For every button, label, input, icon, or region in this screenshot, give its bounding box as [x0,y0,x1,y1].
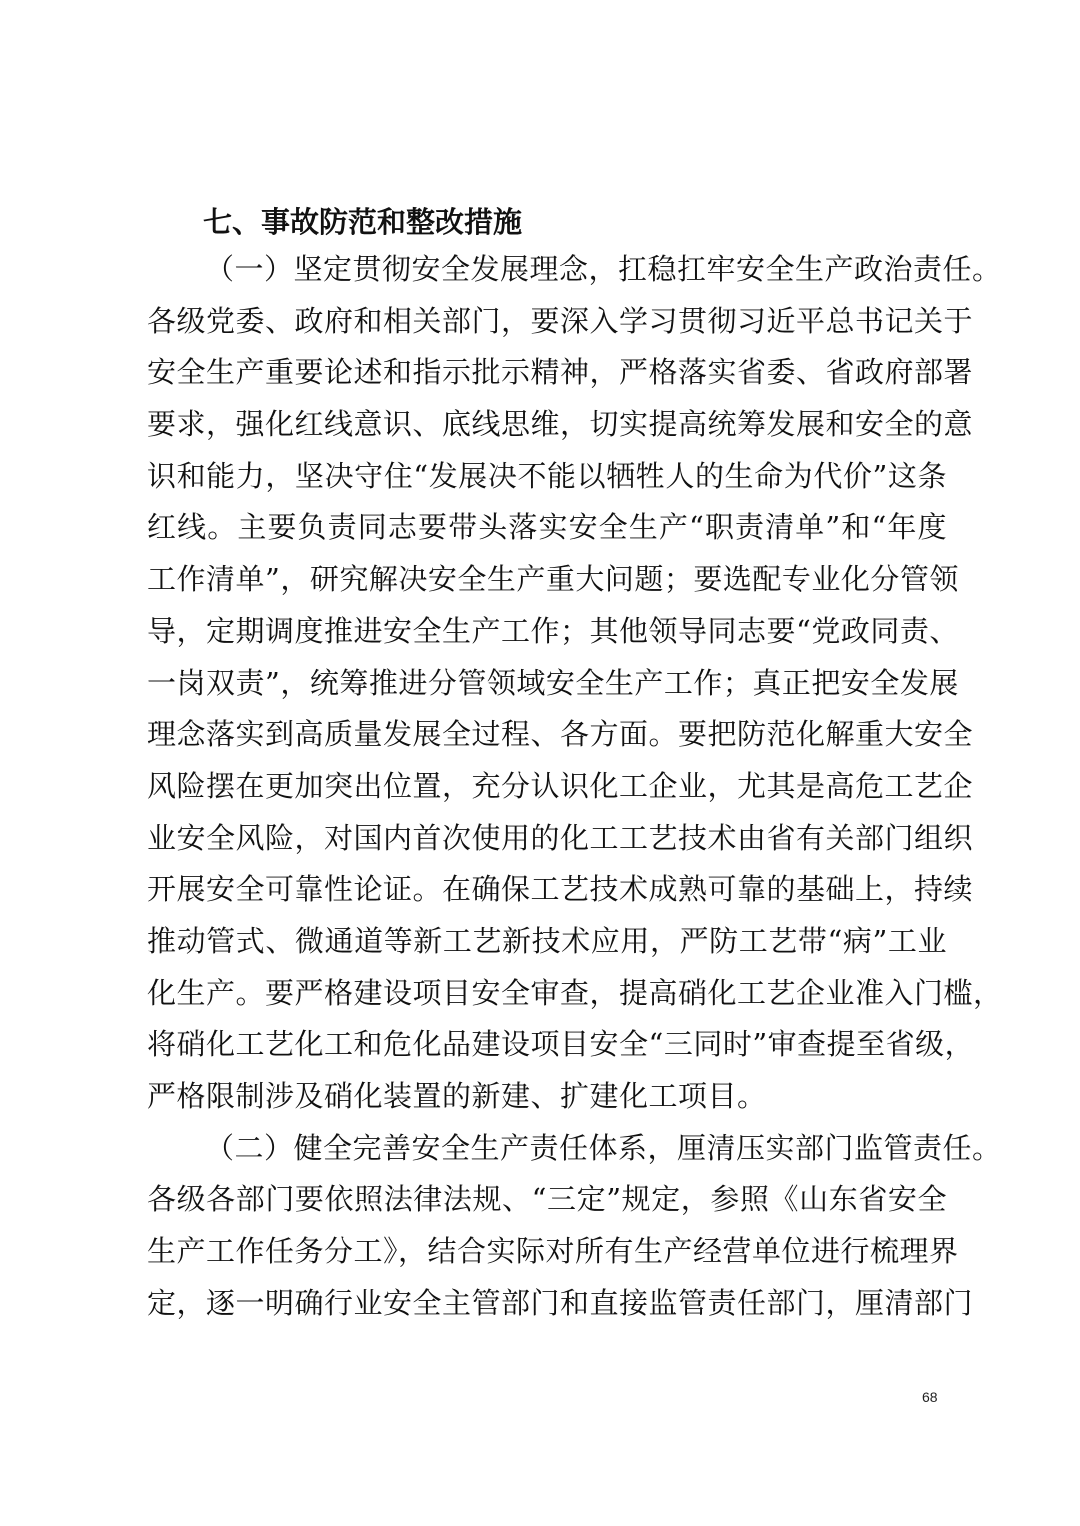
paragraph-1-line: 要求，强化红线意识、底线思维，切实提高统筹发展和安全的意 [147,407,974,442]
paragraph-1-line: 将硝化工艺化工和危化品建设项目安全“三同时”审查提至省级， [147,1027,975,1062]
paragraph-1-line: （一）坚定贯彻安全发展理念，扛稳扛牢安全生产政治责任。 [205,252,1002,286]
paragraph-1-line: 理念落实到高质量发展全过程、各方面。要把防范化解重大安全 [147,717,974,752]
paragraph-1-line: 化生产。要严格建设项目安全审查，提高硝化工艺企业准入门槛， [147,975,1003,1010]
paragraph-1-line: 严格限制涉及硝化装置的新建、扩建化工项目。 [147,1079,767,1113]
paragraph-1-line: 开展安全可靠性论证。在确保工艺技术成熟可靠的基础上，持续 [147,872,974,907]
paragraph-1-line: 红线。主要负责同志要带头落实安全生产“职责清单”和“年度 [147,510,947,545]
paragraph-1-line: 风险摆在更加突出位置，充分认识化工企业，尤其是高危工艺企 [147,768,974,803]
body-text [147,244,1003,1329]
paragraph-2-line: 各级各部门要依照法律法规、“三定”规定，参照《山东省安全 [147,1182,947,1217]
paragraph-1-line: 一岗双责”，统筹推进分管领域安全生产工作；真正把安全发展 [147,665,959,700]
paragraph-1-line: 安全生产重要论述和指示批示精神，严格落实省委、省政府部署 [147,355,974,390]
page-number: 68 [922,1389,938,1405]
section-heading: 七、事故防范和整改措施 [203,205,523,239]
paragraph-2-line: （二）健全完善安全生产责任体系，厘清压实部门监管责任。 [205,1130,1002,1165]
paragraph-1-line: 推动管式、微通道等新工艺新技术应用，严防工艺带“病”工业 [147,923,947,958]
paragraph-1-line: 工作清单”，研究解决安全生产重大问题；要选配专业化分管领 [147,562,959,597]
paragraph-1-line: 业安全风险，对国内首次使用的化工工艺技术由省有关部门组织 [147,820,974,855]
paragraph-1-line: 识和能力，坚决守住“发展决不能以牺牲人的生命为代价”这条 [147,458,947,493]
paragraph-2-line: 定，逐一明确行业安全主管部门和直接监管责任部门，厘清部门 [147,1285,974,1320]
paragraph-1-line: 导，定期调度推进安全生产工作；其他领导同志要“党政同责、 [147,613,959,648]
paragraph-2-line: 生产工作任务分工》，结合实际对所有生产经营单位进行梳理界 [147,1234,959,1269]
paragraph-1-line: 各级党委、政府和相关部门，要深入学习贯彻习近平总书记关于 [147,303,974,338]
